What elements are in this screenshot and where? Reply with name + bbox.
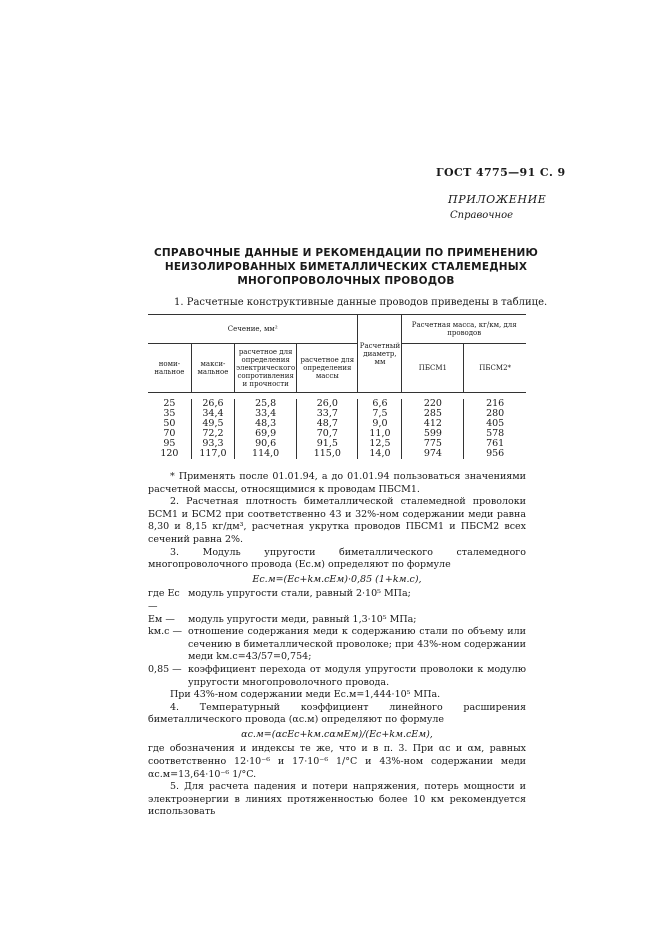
- table-cell: 14,0: [358, 449, 402, 459]
- table-cell: 761: [464, 439, 526, 449]
- nominal-header: номи-нальное: [154, 360, 185, 376]
- table-cell: 12,5: [358, 439, 402, 449]
- table-cell: 578: [464, 429, 526, 439]
- title-line-3: МНОГОПРОВОЛОЧНЫХ ПРОВОДОВ: [237, 275, 455, 287]
- table-cell: 599: [402, 429, 464, 439]
- table-cell: 974: [402, 449, 464, 459]
- table-cell: 114,0: [235, 449, 297, 459]
- definition-ec-text: модуль упругости стали, равный 2·10⁵ МПа;: [188, 588, 411, 600]
- paragraph-3b: При 43%-ном содержании меди Ec.м=1,444·10⁵ МПа.: [170, 689, 441, 701]
- appendix-label: ПРИЛОЖЕНИЕ: [448, 193, 547, 206]
- table-cell: 280: [464, 409, 526, 419]
- table-cell: 405: [464, 419, 526, 429]
- definition-085-label: 0,85 —: [148, 663, 182, 675]
- table-cell: 9,0: [358, 419, 402, 429]
- table-cell: 91,5: [297, 439, 358, 449]
- body-text: [148, 471, 526, 819]
- definition-em: [148, 614, 526, 627]
- mass-calc-header: расчетное для определения массы: [297, 344, 358, 393]
- table-cell: 90,6: [235, 439, 297, 449]
- table-cell: 412: [402, 419, 464, 429]
- definition-kmc-label: kм.c —: [148, 626, 183, 638]
- section-header: Сечение, мм²: [148, 315, 358, 344]
- table-cell: 70: [163, 428, 176, 439]
- table-cell: 69,9: [235, 429, 297, 439]
- table-cell: 6,6: [358, 399, 402, 409]
- page-header-gost: ГОСТ 4775—91 С. 9: [436, 166, 566, 179]
- definition-ec-label: где Ec —: [148, 588, 180, 612]
- formula-modulus: Ec.м=(Ec+kм.cEм)·0,85 (1+kм.c),: [252, 573, 422, 585]
- paragraph-5: 5. Для расчета падения и потери напряжения, потерь мощности и электроэнергии в линиях протяженностью более 10 км рекомендуется использовать: [148, 781, 526, 818]
- table-cell: 50: [163, 418, 176, 429]
- pbsm1-header: ПБСМ1: [402, 344, 464, 393]
- table-cell: 93,3: [191, 439, 234, 449]
- table-cell: 216: [464, 399, 526, 409]
- table-cell: 95: [163, 438, 176, 449]
- table-cell: 115,0: [297, 449, 358, 459]
- document-title: [150, 246, 542, 288]
- table-cell: 220: [402, 399, 464, 409]
- table-cell: 26,0: [297, 399, 358, 409]
- definition-ec: [148, 588, 526, 613]
- table-cell: 11,0: [358, 429, 402, 439]
- elec-header: расчетное для определения электрического сопротивления и прочности: [235, 344, 297, 393]
- title-line-1: СПРАВОЧНЫЕ ДАННЫЕ И РЕКОМЕНДАЦИИ ПО ПРИМЕНЕНИЮ: [154, 247, 538, 259]
- paragraph-3: 3. Модуль упругости биметаллического сталемедного многопроволочного провода (Ec.м) определяют по формуле: [148, 546, 526, 571]
- max-header: макси-мальное: [191, 344, 234, 393]
- table-cell: 48,7: [297, 419, 358, 429]
- diameter-header: Расчетный диаметр, мм: [358, 315, 402, 393]
- title-line-2: НЕИЗОЛИРОВАННЫХ БИМЕТАЛЛИЧЕСКИХ СТАЛЕМЕДНЫХ: [164, 261, 528, 273]
- table-cell: 25,8: [235, 399, 297, 409]
- mass-header: Расчетная масса, кг/км, для проводов: [402, 315, 526, 344]
- table-cell: 7,5: [358, 409, 402, 419]
- table-row: [148, 449, 526, 459]
- intro-paragraph: 1. Расчетные конструктивные данные проводов приведены в таблице.: [174, 297, 548, 308]
- definition-kmc-text: отношение содержания меди к содержанию стали по объему или сечению в биметаллической проволоке; при 43%-ном содержании меди kм.c=43/57=0,754;: [188, 626, 526, 663]
- paragraph-4: 4. Температурный коэффициент линейного расширения биметаллического провода (αc.м) определяют по формуле: [148, 701, 526, 726]
- table-cell: 25: [163, 398, 176, 409]
- definition-em-label: Eм —: [148, 613, 175, 625]
- table-cell: 33,4: [235, 409, 297, 419]
- definition-kmc: [148, 626, 526, 664]
- table-cell: 26,6: [191, 399, 234, 409]
- table-cell: 49,5: [191, 419, 234, 429]
- pbsm2-header: ПБСМ2*: [464, 344, 526, 393]
- table-cell: 33,7: [297, 409, 358, 419]
- table-cell: 48,3: [235, 419, 297, 429]
- table-cell: 956: [464, 449, 526, 459]
- footnote: * Применять после 01.01.94, а до 01.01.94 пользоваться значениями расчетной массы, относящимися к проводам ПБСМ1.: [148, 471, 526, 495]
- wire-data-table: [148, 314, 526, 459]
- formula-expansion: αc.м=(αcEc+kм.cαмEм)/(Ec+kм.cEм),: [241, 728, 433, 740]
- table-cell: 72,2: [191, 429, 234, 439]
- table-cell: 120: [160, 448, 179, 459]
- definition-085: [148, 664, 526, 689]
- definition-085-text: коэффициент перехода от модуля упругости проволоки к модулю упругости многопроволочного провода.: [188, 663, 526, 688]
- table-cell: 35: [163, 408, 176, 419]
- paragraph-4b: где обозначения и индексы те же, что и в п. 3. При αc и αм, равных соответственно 12·10⁻⁶ и 17·10⁻⁶ 1/°C и 43%-ном содержании меди αc.м=13,64·10⁻⁶ 1/°C.: [148, 743, 526, 780]
- table-cell: 70,7: [297, 429, 358, 439]
- definition-em-text: модуль упругости меди, равный 1,3·10⁵ МПа;: [188, 613, 417, 625]
- table-body: [148, 393, 526, 460]
- table-cell: 285: [402, 409, 464, 419]
- table-cell: 117,0: [191, 449, 234, 459]
- table-cell: 34,4: [191, 409, 234, 419]
- paragraph-2: 2. Расчетная плотность биметаллической сталемедной проволоки БСМ1 и БСМ2 при соответственно 43 и 32%-ном содержании меди равна 8,30 и 8,15 кг/дм³, расчетная укрутка проводов ПБСМ1 и ПБСМ2 всех сечений равна 2%.: [148, 496, 526, 545]
- appendix-type: Справочное: [450, 210, 514, 221]
- table-cell: 775: [402, 439, 464, 449]
